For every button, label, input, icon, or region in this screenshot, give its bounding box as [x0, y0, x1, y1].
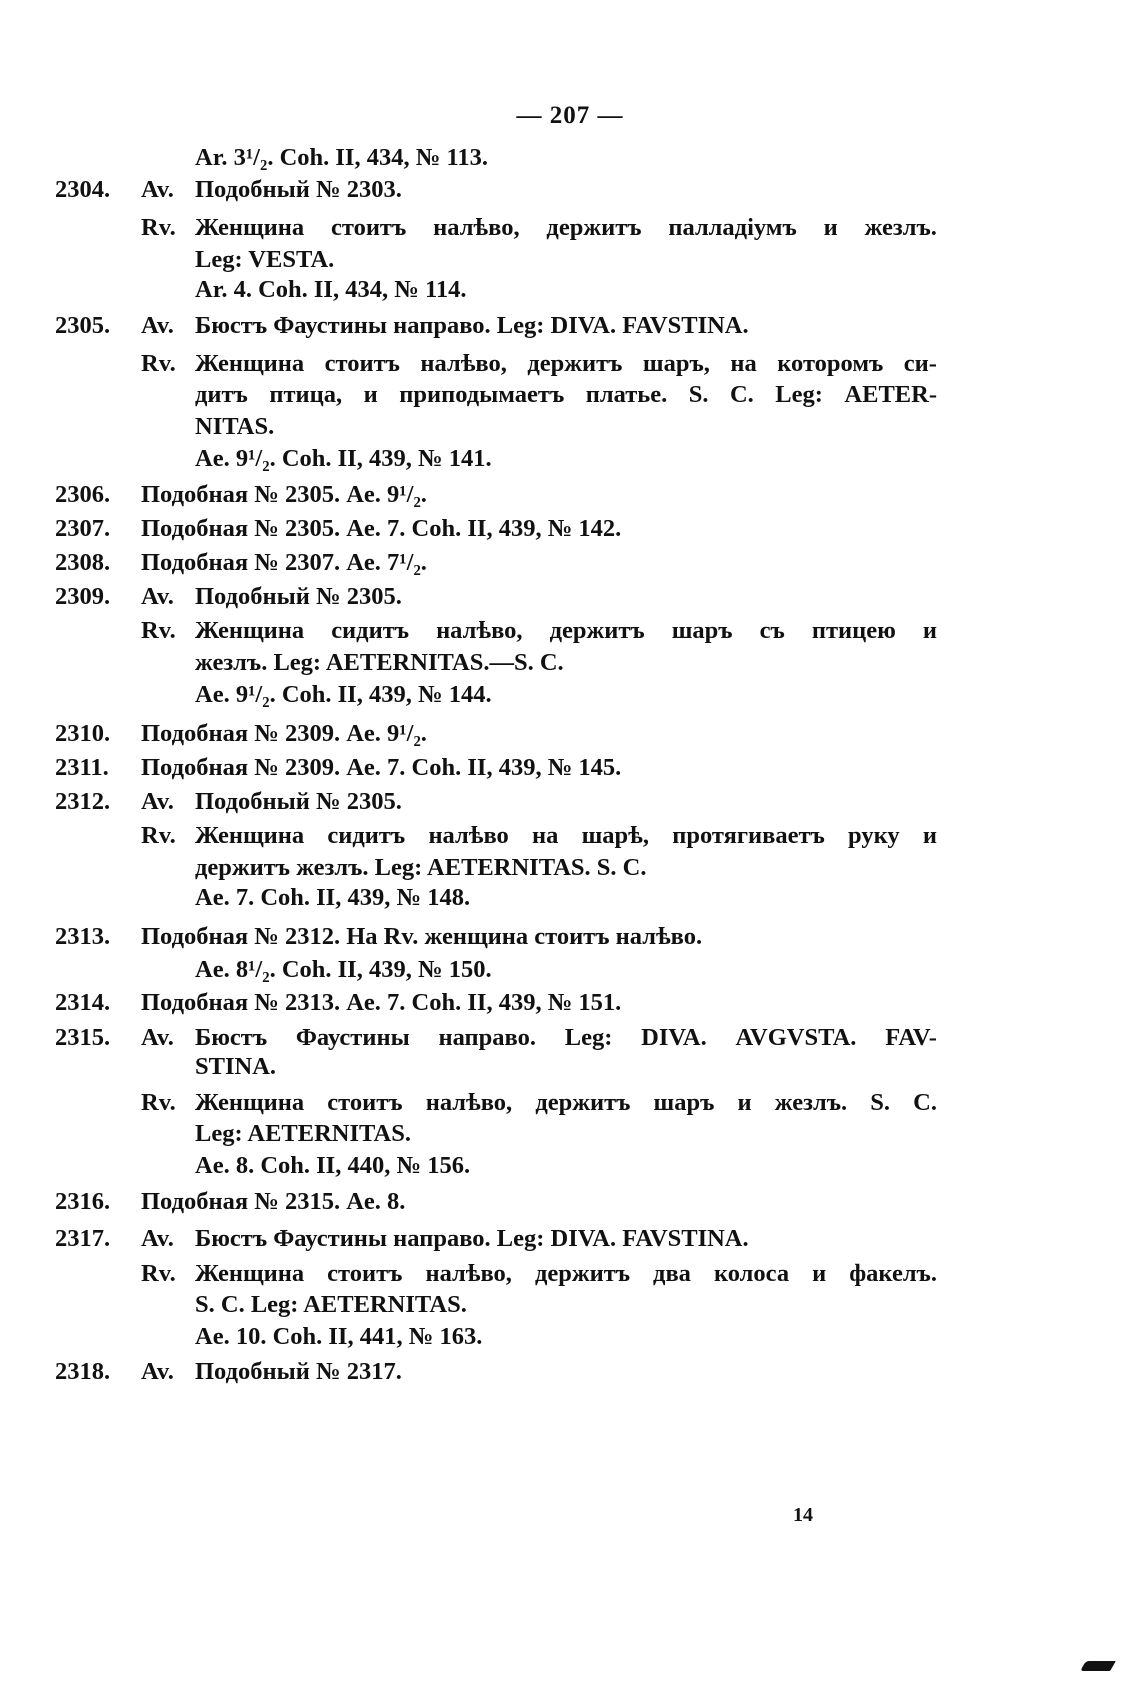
entry-text: Подобная № 2313. Ae. 7. Coh. II, 439, № 151.	[141, 989, 622, 1016]
word: Женщина	[195, 214, 305, 241]
word: дитъ	[195, 381, 248, 408]
word: шарѣ,	[581, 822, 650, 849]
word: AETER-	[844, 381, 937, 408]
side-label: Rv.	[141, 822, 176, 849]
word: факелъ.	[849, 1260, 937, 1287]
side-label: Rv.	[141, 214, 176, 241]
entry-text: Подобный № 2305.	[195, 788, 402, 815]
word: стоитъ	[327, 1089, 403, 1116]
entry-number: 2317.	[55, 1225, 111, 1252]
entry-text: NITAS.	[195, 413, 275, 440]
word: и	[922, 822, 937, 849]
page-number: — 207 —	[516, 102, 624, 129]
word: и	[823, 214, 838, 241]
entry-number: 2311.	[55, 754, 109, 781]
entry-text	[195, 1086, 937, 1120]
entry-text: Подобная № 2305. Ae. 9¹/₂.	[141, 481, 427, 508]
word: налѣво,	[425, 1089, 513, 1116]
word: держитъ	[534, 1260, 631, 1287]
word: налѣво	[428, 822, 509, 849]
word: налѣво,	[420, 350, 507, 377]
entry-number: 2318.	[55, 1358, 111, 1385]
word: съ	[759, 617, 785, 644]
word: S.	[870, 1089, 891, 1116]
word: стоитъ	[324, 350, 400, 377]
side-label: Rv.	[141, 350, 176, 377]
word: руку	[848, 822, 900, 849]
entry-text: Leg: AETERNITAS.	[195, 1120, 412, 1147]
entry-number: 2315.	[55, 1024, 111, 1051]
word: птицею	[811, 617, 896, 644]
entry-text: Бюстъ Фаустины направо. Leg: DIVA. FAVSTINA.	[195, 312, 749, 339]
entry-text	[195, 819, 937, 853]
entry-number: 2305.	[55, 312, 111, 339]
side-label: Av.	[141, 788, 174, 815]
word: палладіумъ	[668, 214, 797, 241]
word: Женщина	[195, 1089, 305, 1116]
word: DIVA.	[641, 1024, 707, 1051]
word: которомъ	[777, 350, 884, 377]
word: и	[922, 617, 937, 644]
side-label: Av.	[141, 176, 174, 203]
word: сидитъ	[331, 617, 410, 644]
entry-text	[195, 614, 937, 648]
word: и	[363, 381, 378, 408]
word: налѣво,	[425, 1260, 512, 1287]
word: шаръ	[671, 617, 733, 644]
word: Leg:	[564, 1024, 613, 1051]
word: Бюстъ	[195, 1024, 268, 1051]
entry-text	[195, 1257, 937, 1291]
entry-text: Подобная № 2305. Ae. 7. Coh. II, 439, № 142.	[141, 515, 622, 542]
entry-text: Ae. 9¹/₂. Coh. II, 439, № 144.	[195, 681, 492, 708]
word: держитъ	[527, 350, 623, 377]
entry-text: Подобный № 2303.	[195, 176, 402, 203]
entry-text	[195, 347, 937, 381]
entry-text: жезлъ. Leg: AETERNITAS.—S. C.	[195, 649, 564, 676]
word: держитъ	[535, 1089, 631, 1116]
word: налѣво,	[433, 214, 520, 241]
ink-smudge	[1080, 1661, 1116, 1671]
word: держитъ	[546, 214, 642, 241]
entry-text: Подобная № 2309. Ae. 7. Coh. II, 439, № 145.	[141, 754, 622, 781]
entry-text: Ar. 4. Coh. II, 434, № 114.	[195, 276, 467, 303]
side-label: Av.	[141, 1358, 174, 1385]
entry-text	[195, 378, 937, 412]
entry-number: 2312.	[55, 788, 111, 815]
entry-text: Ae. 10. Coh. II, 441, № 163.	[195, 1323, 483, 1350]
entry-text: Бюстъ Фаустины направо. Leg: DIVA. FAVSTINA.	[195, 1225, 749, 1252]
word: Leg:	[775, 381, 823, 408]
entry-text: Ar. 3¹/₂. Coh. II, 434, № 113.	[195, 144, 488, 171]
word: C.	[913, 1089, 937, 1116]
word: жезлъ.	[774, 1089, 848, 1116]
word: FAV-	[885, 1024, 937, 1051]
side-label: Rv.	[141, 617, 176, 644]
word: AVGVSTA.	[735, 1024, 857, 1051]
word: приподымаетъ	[399, 381, 565, 408]
word: платье.	[585, 381, 668, 408]
entry-text: Подобная № 2309. Ae. 9¹/₂.	[141, 720, 427, 747]
word: S.	[688, 381, 709, 408]
entry-text: Ae. 9¹/₂. Coh. II, 439, № 141.	[195, 445, 492, 472]
word: протягиваетъ	[672, 822, 825, 849]
word: Фаустины	[295, 1024, 410, 1051]
word: жезлъ.	[864, 214, 937, 241]
printer-signature-mark: 14	[793, 1504, 813, 1526]
word: Женщина	[195, 617, 305, 644]
entry-number: 2306.	[55, 481, 111, 508]
word: два	[653, 1260, 691, 1287]
word: Женщина	[195, 1260, 305, 1287]
entry-text: держитъ жезлъ. Leg: AETERNITAS. S. C.	[195, 854, 647, 881]
entry-number: 2308.	[55, 549, 111, 576]
entry-number: 2313.	[55, 923, 111, 950]
entry-number: 2310.	[55, 720, 111, 747]
word: Женщина	[195, 822, 305, 849]
side-label: Rv.	[141, 1260, 176, 1287]
word: стоитъ	[327, 1260, 403, 1287]
word: направо.	[438, 1024, 536, 1051]
side-label: Rv.	[141, 1089, 176, 1116]
entry-number: 2309.	[55, 583, 111, 610]
word: на	[730, 350, 757, 377]
word: налѣво,	[436, 617, 523, 644]
side-label: Av.	[141, 1225, 174, 1252]
word: сидитъ	[327, 822, 406, 849]
word: и	[812, 1260, 827, 1287]
entry-number: 2314.	[55, 989, 111, 1016]
entry-text: STINA.	[195, 1053, 277, 1080]
word: держитъ	[549, 617, 645, 644]
word: Женщина	[195, 350, 305, 377]
word: C.	[729, 381, 754, 408]
entry-text: S. C. Leg: AETERNITAS.	[195, 1291, 467, 1318]
word: шаръ,	[642, 350, 710, 377]
entry-text: Подобный № 2317.	[195, 1358, 402, 1385]
entry-text: Подобная № 2315. Ae. 8.	[141, 1188, 406, 1215]
word: си-	[903, 350, 937, 377]
word: колоса	[713, 1260, 790, 1287]
entry-text	[195, 1021, 937, 1055]
word: стоитъ	[330, 214, 407, 241]
entry-text: Leg: VESTA.	[195, 246, 335, 273]
word: птица,	[269, 381, 343, 408]
entry-text: Ae. 8. Coh. II, 440, № 156.	[195, 1152, 471, 1179]
entry-number: 2316.	[55, 1188, 111, 1215]
side-label: Av.	[141, 583, 174, 610]
entry-text	[195, 211, 937, 245]
entry-text: Ae. 7. Coh. II, 439, № 148.	[195, 884, 471, 911]
entry-text: Подобный № 2305.	[195, 583, 402, 610]
word: шаръ	[653, 1089, 715, 1116]
entry-number: 2307.	[55, 515, 111, 542]
word: и	[737, 1089, 752, 1116]
side-label: Av.	[141, 1024, 174, 1051]
entry-number: 2304.	[55, 176, 111, 203]
entry-text: Подобная № 2307. Ae. 7¹/₂.	[141, 549, 427, 576]
word: на	[532, 822, 559, 849]
side-label: Av.	[141, 312, 174, 339]
entry-text: Подобная № 2312. На Rv. женщина стоитъ налѣво.	[141, 923, 703, 950]
entry-text: Ae. 8¹/₂. Coh. II, 439, № 150.	[195, 956, 492, 983]
